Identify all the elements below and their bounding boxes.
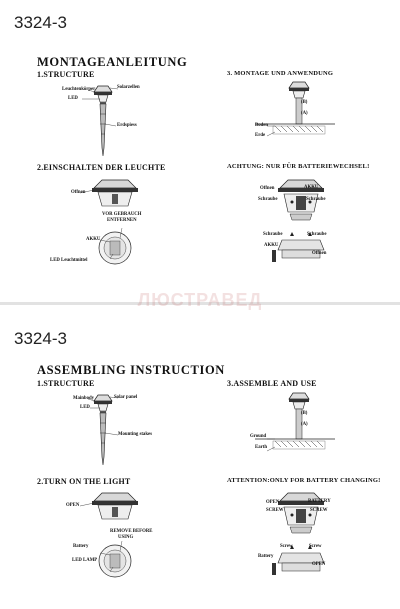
label-screw: SCREW bbox=[310, 508, 328, 513]
label-led-lamp: LED Leuchtmittel bbox=[50, 258, 88, 263]
section-switch-on: 2.TURN ON THE LIGHT bbox=[37, 477, 131, 486]
label-battery: Battery bbox=[258, 554, 274, 559]
label-battery: AKKU bbox=[86, 237, 101, 242]
section-battery-warning: ACHTUNG: NUR FÜR BATTERIEWECHSEL! bbox=[227, 163, 370, 170]
label-remove-before-2: USING bbox=[118, 535, 134, 540]
english-manual-sheet bbox=[0, 305, 400, 607]
section-mounting: 3.ASSEMBLE AND USE bbox=[227, 379, 317, 388]
label-solar-panel: Solarzellen bbox=[117, 85, 140, 90]
mounting-diagram bbox=[245, 80, 345, 150]
label-stake: Erdspiess bbox=[117, 123, 137, 128]
section-structure: 1.STRUCTURE bbox=[37, 379, 95, 388]
watermark: ЛЮСТРАВЕД bbox=[137, 290, 263, 310]
label-screw: Screw bbox=[280, 544, 293, 549]
label-battery: Battery bbox=[73, 544, 89, 549]
model-number: 3324-3 bbox=[14, 329, 67, 348]
label-battery: BATTERY bbox=[308, 499, 331, 504]
label-led: LED bbox=[80, 405, 90, 410]
label-open: OPEN bbox=[66, 503, 80, 508]
label-screw: Schraube bbox=[307, 232, 327, 237]
label-main-body: Leuchtenkörper bbox=[62, 87, 96, 92]
label-b: (B) bbox=[301, 411, 308, 416]
structure-diagram bbox=[60, 389, 140, 469]
label-open: OPEN bbox=[312, 562, 326, 567]
label-remove-before-1: VOR GEBRAUCH bbox=[102, 212, 142, 217]
label-screw: Schraube bbox=[306, 197, 326, 202]
label-a: (A) bbox=[301, 111, 308, 116]
label-earth: Erde bbox=[255, 133, 266, 138]
label-earth: Earth bbox=[255, 445, 267, 450]
german-manual-sheet bbox=[0, 0, 400, 302]
label-a: (A) bbox=[301, 422, 308, 427]
label-battery: AKKU bbox=[304, 185, 319, 190]
label-led-lamp: LED LAMP bbox=[72, 558, 98, 563]
label-solar-panel: Solar panel bbox=[114, 395, 138, 400]
label-battery: AKKU bbox=[264, 243, 279, 248]
label-open: Offnen bbox=[312, 251, 327, 256]
label-remove-before-2: ENTFERNEN bbox=[107, 218, 137, 223]
label-b: (B) bbox=[301, 100, 308, 105]
battery-change-diagram bbox=[270, 178, 340, 274]
label-screw: Schraube bbox=[258, 197, 278, 202]
label-screw: Schraube bbox=[263, 232, 283, 237]
switch-on-diagram bbox=[70, 491, 160, 583]
label-open: Offnen bbox=[71, 190, 86, 195]
label-ground: Ground bbox=[250, 434, 267, 439]
label-ground: Boden bbox=[255, 123, 269, 128]
battery-change-diagram bbox=[270, 491, 340, 587]
label-open: OPEN bbox=[266, 500, 280, 505]
section-structure: 1.STRUCTURE bbox=[37, 70, 95, 79]
label-led: LED bbox=[68, 96, 78, 101]
section-mounting: 3. MONTAGE UND ANWENDUNG bbox=[227, 70, 334, 77]
label-screw: SCREW bbox=[266, 508, 284, 513]
manual-title: MONTAGEANLEITUNG bbox=[37, 55, 188, 69]
label-stake: Mounting stakes bbox=[118, 432, 152, 437]
label-screw: Screw bbox=[309, 544, 322, 549]
label-remove-before-1: REMOVE BEFORE bbox=[110, 529, 153, 534]
model-number: 3324-3 bbox=[14, 13, 67, 32]
label-main-body: Mainbody bbox=[73, 396, 95, 401]
section-battery-warning: ATTENTION:ONLY FOR BATTERY CHANGING! bbox=[227, 477, 381, 484]
manual-title: ASSEMBLING INSTRUCTION bbox=[37, 363, 225, 377]
label-open: Offnen bbox=[260, 186, 275, 191]
section-switch-on: 2.EINSCHALTEN DER LEUCHTE bbox=[37, 163, 166, 172]
